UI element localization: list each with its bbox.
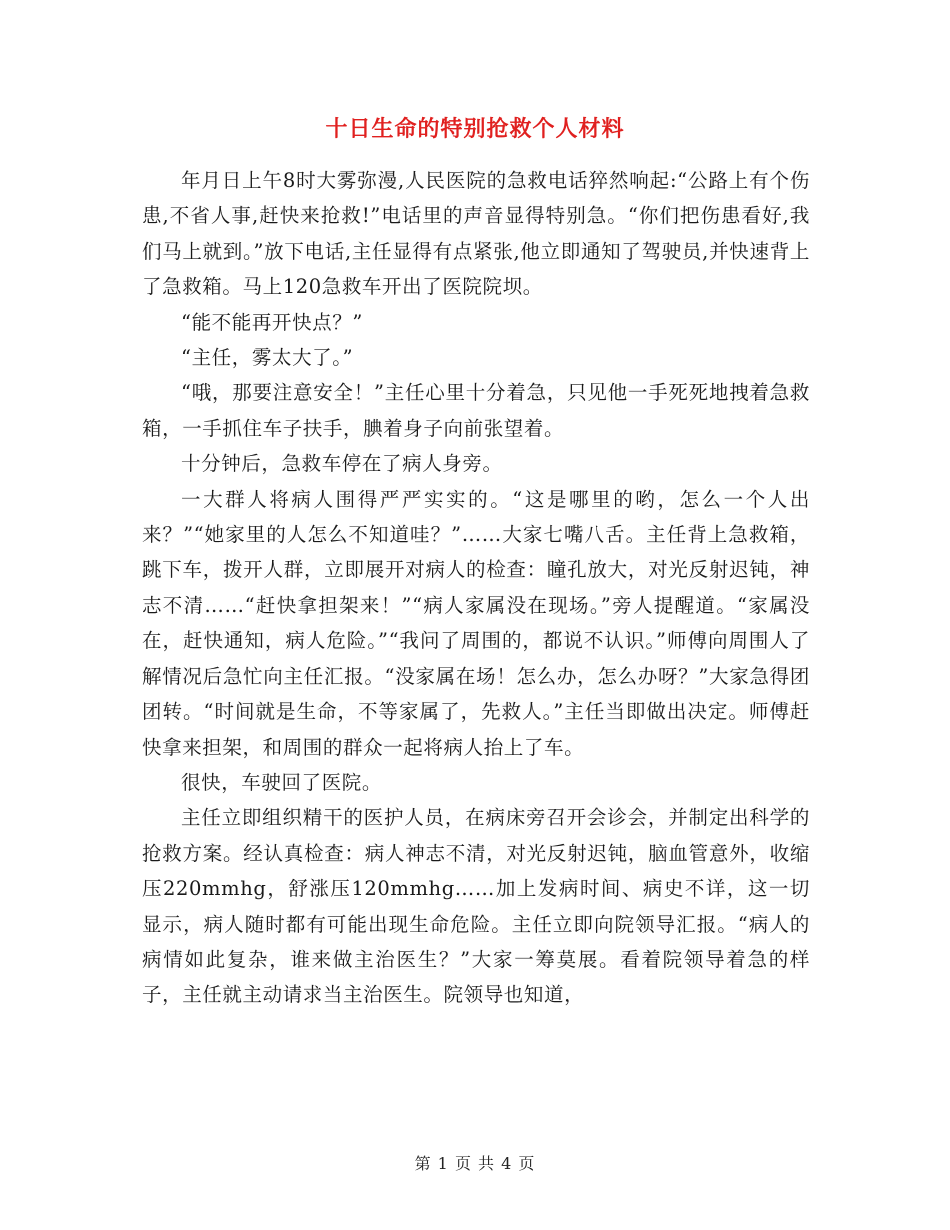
paragraph: 一大群人将病人围得严严实实的。“这是哪里的哟，怎么一个人出来？”“她家里的人怎么不知道哇？”……大家七嘴八舌。主任背上急救箱，跳下车，拨开人群，立即展开对病人的检查：瞳孔放大，对光反射迟钝，神志不清……“赶快拿担架来！”“病人家属没在现场。”旁人提醒道。“家属没在，赶快通知，病人危险。”“我问了周围的，都说不认识。”师傅向周围人了解情况后急忙向主任汇报。“没家属在场！怎么办，怎么办呀？”大家急得团团转。“时间就是生命，不等家属了，先救人。”主任当即做出决定。师傅赶快拿来担架，和周围的群众一起将病人抬上了车。 xyxy=(142,487,810,759)
paragraph: 十分钟后，急救车停在了病人身旁。 xyxy=(181,452,503,476)
paragraph: “哦，那要注意安全！”主任心里十分着急，只见他一手死死地拽着急救箱，一手抓住车子扶手，腆着身子向前张望着。 xyxy=(142,381,810,440)
paragraph: 主任立即组织精干的医护人员，在病床旁召开会诊会，并制定出科学的抢救方案。经认真检查：病人神志不清，对光反射迟钝，脑血管意外，收缩压220mmhg，舒涨压120mmhg……加上发病时间、病史不详，这一切显示，病人随时都有可能出现生命危险。主任立即向院领导汇报。“病人的病情如此复杂，谁来做主治医生？”大家一筹莫展。看着院领导着急的样子，主任就主动请求当主治医生。院领导也知道， xyxy=(142,806,810,1007)
paragraph: 很快，车驶回了医院。 xyxy=(181,770,383,794)
document-body xyxy=(142,163,810,1013)
paragraph: 年月日上午8时大雾弥漫,人民医院的急救电话猝然响起:“公路上有个伤患,不省人事,赶快来抢救!”电话里的声音显得特别急。“你们把伤患看好,我们马上就到。”放下电话,主任显得有点紧张,他立即通知了驾驶员,并快速背上了急救箱。马上120急救车开出了医院院坝。 xyxy=(142,169,810,299)
page-number-footer: 第 1 页 共 4 页 xyxy=(414,1154,536,1173)
paragraph: “主任，雾太大了。” xyxy=(181,346,354,370)
document-title: 十日生命的特别抢救个人材料 xyxy=(325,116,625,142)
paragraph: “能不能再开快点？” xyxy=(181,310,363,334)
